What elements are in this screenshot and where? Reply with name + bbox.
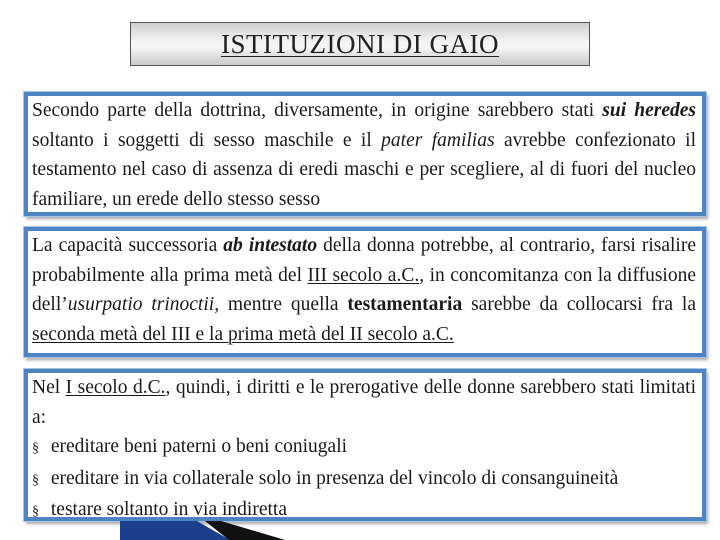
p3-underline-century: I secolo d.C. [65, 377, 166, 398]
paragraph-2 [32, 231, 696, 349]
p2-text-1: La capacità successoria [32, 235, 224, 256]
p2-underline-century: III secolo a.C. [307, 264, 420, 286]
text-box-2 [24, 227, 706, 357]
p2-emph-ab-intestato: ab intestato [223, 235, 318, 256]
paragraph-1 [32, 96, 696, 214]
p2-text-2: della donna potrebbe, al contrario, farsi risalire probabilmente alla prima metà del [32, 235, 696, 286]
p1-emph-pater-familias: pater familias [381, 129, 495, 151]
page-title: ISTITUZIONI DI GAIO [221, 28, 499, 59]
bullet-text: ereditare in via collaterale solo in presenza del vincolo di consanguineità [50, 467, 619, 489]
list-item [32, 432, 696, 464]
p2-underline-period: seconda metà del III e la prima metà del II secolo a.C. [32, 323, 454, 345]
list-item [32, 464, 696, 496]
p2-text-3: , in concomitanza con la diffusione dell’ [32, 264, 696, 315]
p2-text-4: , mentre quella [214, 294, 348, 315]
bullet-list [32, 432, 696, 527]
p2-bold-testamentaria: testamentaria [347, 294, 463, 315]
text-box-1 [24, 92, 706, 216]
bullet-text: ereditare beni paterni o beni coniugali [50, 436, 348, 457]
section-bullet-icon: § [32, 441, 39, 456]
p2-text-5: sarebbe da collocarsi fra la [462, 294, 696, 315]
bullet-text: testare soltanto in via indiretta [50, 499, 287, 520]
paragraph-3 [32, 373, 696, 432]
p1-text-2: soltanto i soggetti di sesso maschile e il [32, 129, 382, 151]
text-box-3 [24, 369, 706, 521]
p1-emph-sui-heredes: sui heredes [602, 100, 696, 121]
p1-text-1: Secondo parte della dottrina, diversamente, in origine sarebbero stati [32, 100, 603, 121]
p1-text-3: avrebbe confezionato il testamento nel caso di assenza di eredi maschi e per scegliere, al di fuori del nucleo familiare, un erede dello stesso sesso [32, 129, 696, 210]
section-bullet-icon: § [32, 504, 39, 519]
title-box [130, 22, 590, 66]
p2-emph-usurpatio: usurpatio trinoctii [67, 294, 215, 315]
p3-text-2: , quindi, i diritti e le prerogative delle donne sarebbero stati limitati a: [32, 377, 696, 428]
p3-text-1: Nel [32, 377, 66, 398]
section-bullet-icon: § [32, 472, 39, 488]
